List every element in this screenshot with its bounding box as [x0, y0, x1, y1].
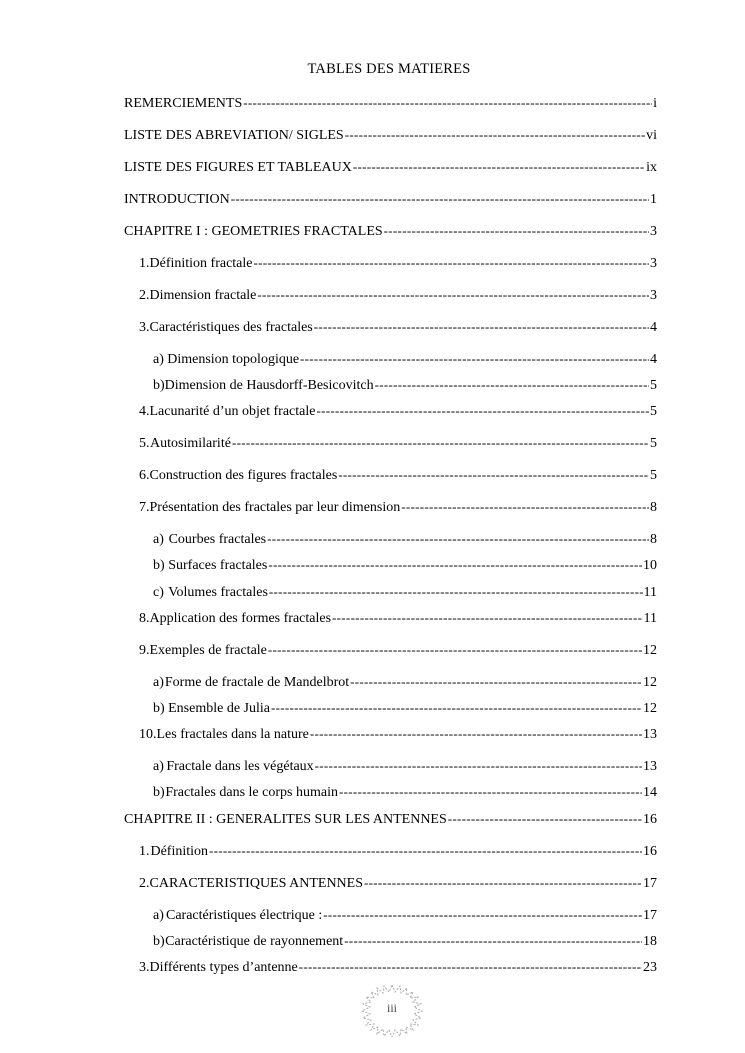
toc-entry-label: Caractéristiques électrique :: [165, 908, 323, 923]
toc-entry-label: LISTE DES FIGURES ET TABLEAUX: [124, 160, 352, 175]
toc-entry-label: Les fractales dans la nature: [156, 727, 309, 742]
page-title: TABLES DES MATIERES: [307, 61, 471, 77]
toc-entry-label: Application des formes fractales: [149, 611, 332, 626]
toc-entry-volumes[interactable]: [153, 582, 657, 602]
toc-entry-number: 2.: [139, 288, 150, 303]
toc-entry-chapitre-1[interactable]: [124, 221, 657, 241]
toc-entry-page: i: [653, 96, 657, 111]
toc-entry-page: 11: [643, 611, 657, 626]
dot-leader: [299, 957, 642, 977]
toc-entry-definition[interactable]: [139, 841, 657, 861]
dot-leader: [209, 841, 642, 861]
toc-entry-number: b): [153, 785, 165, 800]
toc-entry-label: Différents types d’antenne: [149, 960, 298, 975]
toc-entry-number: b): [153, 378, 165, 393]
toc-entry-presentation[interactable]: [139, 497, 657, 517]
toc-entry-chapitre-2[interactable]: [124, 809, 657, 829]
toc-entry-page: 13: [643, 759, 657, 774]
toc-entry-label: Dimension topologique: [167, 352, 300, 367]
toc-entry-number: 8.: [139, 611, 150, 626]
toc-entry-page: 3: [650, 288, 657, 303]
toc-entry-number: c): [153, 585, 164, 600]
toc-entry-label: Lacunarité d’un objet fractale: [149, 404, 316, 419]
toc-entry-number: b): [153, 701, 165, 716]
toc-entry-number: 1.: [139, 256, 150, 271]
toc-entry-number: b): [153, 558, 165, 573]
toc-entry-label: Présentation des fractales par leur dimension: [149, 500, 401, 515]
dot-leader: [353, 157, 645, 177]
toc-entry-page: 16: [643, 812, 657, 827]
toc-entry-construction[interactable]: [139, 465, 657, 485]
toc-entry-label: Construction des figures fractales: [149, 468, 338, 483]
toc-entry-number: 2.: [139, 876, 150, 891]
toc-entry-number: 6.: [139, 468, 150, 483]
toc-entry-page: 12: [643, 675, 657, 690]
toc-entry-number: 9.: [139, 643, 150, 658]
dot-leader: [339, 782, 642, 802]
dot-leader: [375, 375, 649, 395]
dot-leader: [316, 401, 649, 421]
toc-entry-figures[interactable]: [124, 157, 657, 177]
toc-entry-label: Surfaces fractales: [168, 558, 268, 573]
toc-entry-label: Autosimilarité: [150, 436, 231, 451]
dot-leader: [232, 433, 649, 453]
dot-leader: [300, 349, 649, 369]
toc-entry-definition-fractale[interactable]: [139, 253, 657, 273]
toc-entry-introduction[interactable]: [124, 189, 657, 209]
dot-leader: [401, 497, 649, 517]
dot-leader: [448, 809, 642, 829]
toc-entry-page: 8: [650, 500, 657, 515]
toc-entry-label: CARACTERISTIQUES ANTENNES: [149, 876, 364, 891]
toc-entry-label: Fractales dans le corps humain: [165, 785, 338, 800]
toc-entry-surfaces[interactable]: [153, 555, 657, 575]
toc-entry-page: ix: [646, 160, 657, 175]
toc-entry-page: 5: [650, 468, 657, 483]
toc-entry-lacunarite[interactable]: [139, 401, 657, 421]
toc-entry-application[interactable]: [139, 608, 657, 628]
toc-entry-number: a): [153, 759, 164, 774]
toc-entry-nature[interactable]: [139, 724, 657, 744]
page-number: iii: [386, 1001, 397, 1015]
page-number-badge: [358, 983, 426, 1037]
toc-entry-label: Dimension de Hausdorff-Besicovitch: [164, 378, 374, 393]
toc-entry-label: Dimension fractale: [149, 288, 257, 303]
dot-leader: [338, 465, 649, 485]
dot-leader: [344, 931, 642, 951]
toc-entry-caracteristiques-electrique[interactable]: [153, 905, 657, 925]
toc-entry-label: Exemples de fractale: [149, 643, 267, 658]
toc-entry-autosimilarite[interactable]: [139, 433, 657, 453]
dot-leader: [267, 529, 649, 549]
toc-entry-dimension-topologique[interactable]: [153, 349, 657, 369]
toc-entry-label: INTRODUCTION: [124, 192, 230, 207]
toc-entry-page: 5: [650, 436, 657, 451]
dot-leader: [345, 125, 645, 145]
toc-entry-caracteristiques-antennes[interactable]: [139, 873, 657, 893]
toc-entry-label: Caractéristique de rayonnement: [165, 934, 344, 949]
toc-entry-number: a): [153, 675, 164, 690]
toc-entry-number: a): [153, 908, 164, 923]
toc-entry-page: 3: [650, 256, 657, 271]
toc-entry-label: Volumes fractales: [168, 585, 268, 600]
toc-entry-remerciements[interactable]: [124, 93, 657, 113]
toc-entry-page: 1: [650, 192, 657, 207]
toc-entry-number: a): [153, 532, 164, 547]
toc-entry-page: 3: [650, 224, 657, 239]
toc-entry-label: REMERCIEMENTS: [124, 96, 243, 111]
toc-entry-number: a): [153, 352, 164, 367]
toc-entry-exemples[interactable]: [139, 640, 657, 660]
toc-entry-page: 16: [643, 844, 657, 859]
toc-entry-page: 17: [643, 876, 657, 891]
toc-entry-number: 1.: [139, 844, 150, 859]
dot-leader: [271, 698, 642, 718]
toc-entry-number: b): [153, 934, 165, 949]
toc-entry-page: 4: [650, 352, 657, 367]
toc-entry-page: vi: [646, 128, 657, 143]
dot-leader: [332, 608, 642, 628]
toc-entry-julia[interactable]: [153, 698, 657, 718]
dot-leader: [268, 640, 642, 660]
toc-entry-number: 10.: [139, 727, 157, 742]
dot-leader: [364, 873, 642, 893]
toc-entry-label: CHAPITRE I : GEOMETRIES FRACTALES: [124, 224, 383, 239]
toc-entry-hausdorff[interactable]: [153, 375, 657, 395]
toc-entry-page: 23: [643, 960, 657, 975]
toc-entry-number: 5.: [139, 436, 150, 451]
toc-entry-page: 14: [643, 785, 657, 800]
toc-entry-label: Fractale dans les végétaux: [166, 759, 314, 774]
dot-leader: [254, 253, 649, 273]
toc-entry-caracteristiques-fractales[interactable]: [139, 317, 657, 337]
toc-entry-page: 18: [643, 934, 657, 949]
dot-leader: [243, 93, 652, 113]
dot-leader: [231, 189, 649, 209]
toc-entry-number: 7.: [139, 500, 150, 515]
toc-entry-page: 4: [650, 320, 657, 335]
dot-leader: [310, 724, 642, 744]
toc-entry-rayonnement[interactable]: [153, 931, 657, 951]
toc-entry-page: 17: [643, 908, 657, 923]
toc-entry-vegetaux[interactable]: [153, 756, 657, 776]
dot-leader: [315, 756, 642, 776]
toc-entry-number: 3.: [139, 320, 150, 335]
toc-entry-page: 8: [650, 532, 657, 547]
toc-entry-page: 13: [643, 727, 657, 742]
toc-entry-number: 4.: [139, 404, 150, 419]
toc-entry-mandelbrot[interactable]: [153, 672, 657, 692]
toc-entry-abreviations[interactable]: [124, 125, 657, 145]
toc-entry-courbes[interactable]: [153, 529, 657, 549]
toc-entry-label: Ensemble de Julia: [168, 701, 270, 716]
toc-entry-label: Forme de fractale de Mandelbrot: [164, 675, 350, 690]
toc-entry-page: 10: [643, 558, 657, 573]
dot-leader: [257, 285, 649, 305]
toc-entry-page: 12: [643, 701, 657, 716]
dot-leader: [268, 555, 642, 575]
toc-entry-label: Caractéristiques des fractales: [149, 320, 313, 335]
dot-leader: [384, 221, 649, 241]
toc-entry-label: Définition fractale: [149, 256, 253, 271]
toc-entry-page: 12: [643, 643, 657, 658]
toc-entry-page: 5: [650, 378, 657, 393]
toc-entry-number: 3.: [139, 960, 150, 975]
dot-leader: [314, 317, 649, 337]
toc-entry-page: 11: [643, 585, 657, 600]
toc-entry-types-antenne[interactable]: [139, 957, 657, 977]
toc-entry-dimension-fractale[interactable]: [139, 285, 657, 305]
toc-entry-label: LISTE DES ABREVIATION/ SIGLES: [124, 128, 344, 143]
dot-leader: [323, 905, 642, 925]
toc-entry-label: Définition: [150, 844, 209, 859]
dot-leader: [269, 582, 643, 602]
toc-entry-label: Courbes fractales: [168, 532, 267, 547]
toc-entry-page: 5: [650, 404, 657, 419]
dot-leader: [350, 672, 642, 692]
toc-entry-corps-humain[interactable]: [153, 782, 657, 802]
toc-entry-label: CHAPITRE II : GENERALITES SUR LES ANTENNES: [124, 812, 447, 827]
